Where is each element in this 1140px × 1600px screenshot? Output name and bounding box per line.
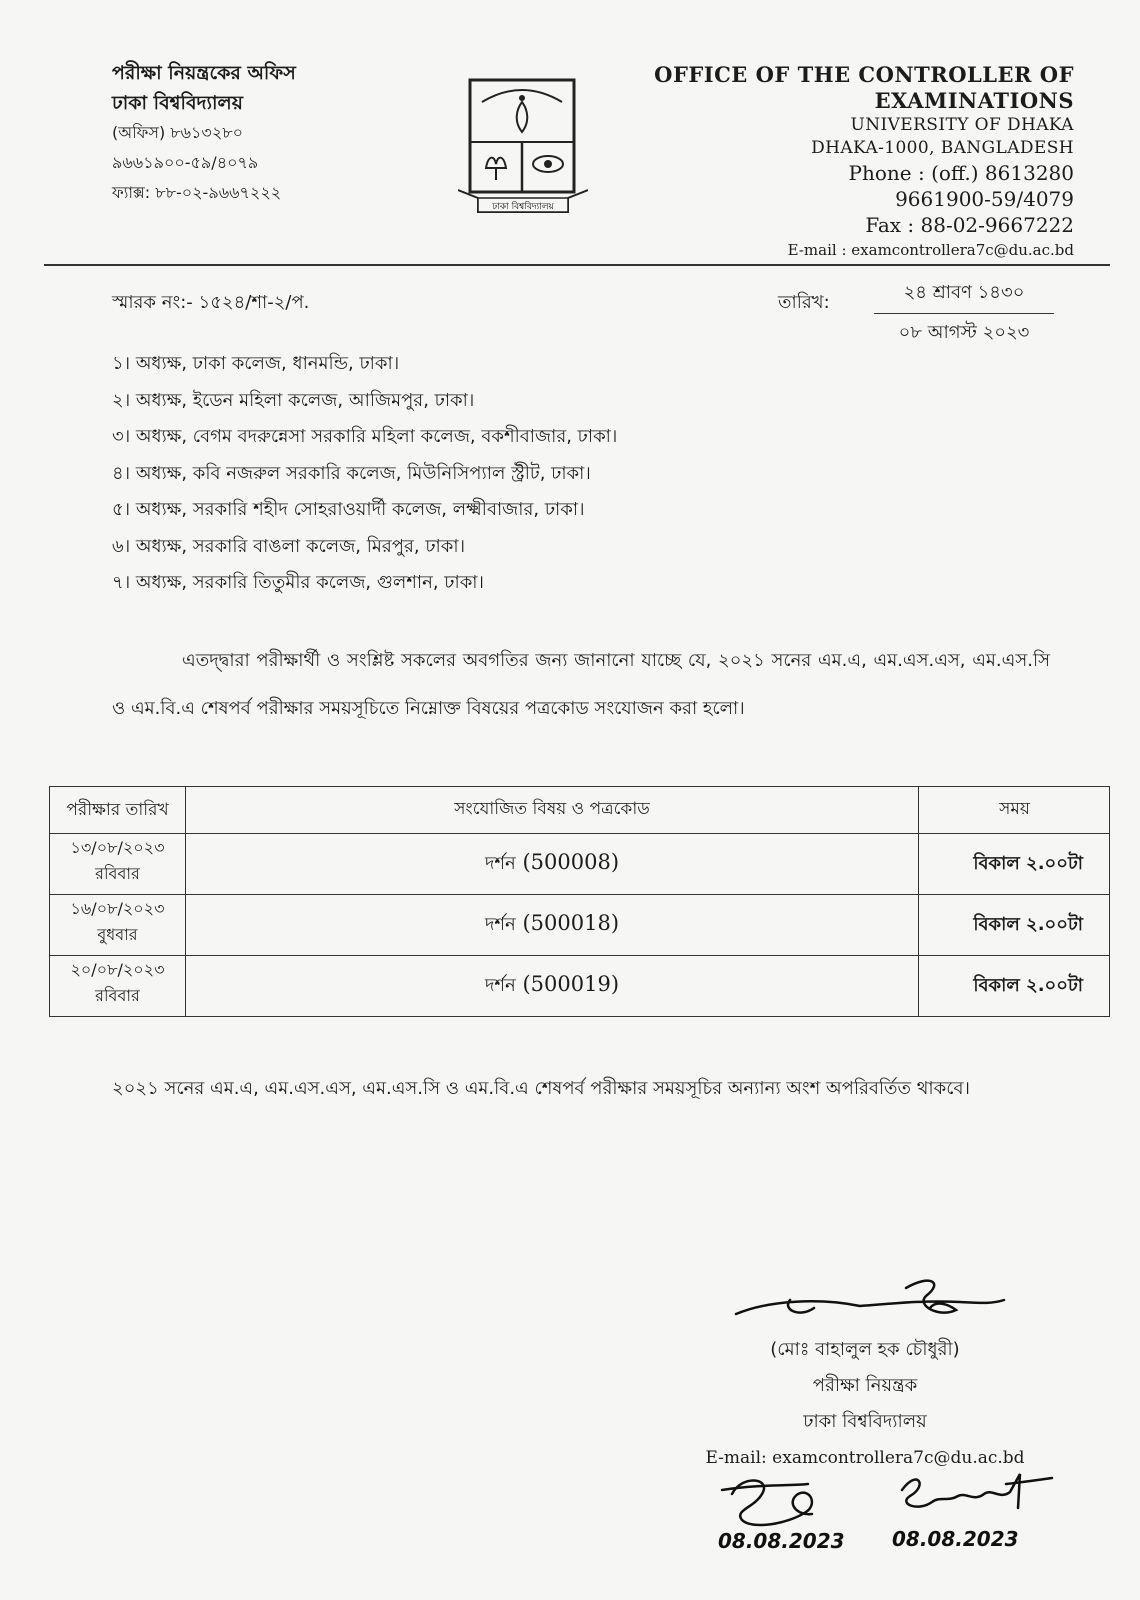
university-logo-icon: [458, 72, 588, 222]
english-office-header: [654, 62, 1074, 262]
header-subject-code: সংযোজিত বিষয় ও পত্রকোড: [186, 787, 919, 834]
fax-bn: ফ্যাক্স: ৮৮-০২-৯৬৬৭২২২: [112, 183, 282, 202]
schedule-table: [49, 786, 1110, 1017]
handwritten-initial-left: [712, 1464, 862, 1554]
exam-date: ১৩/০৮/২০২৩: [70, 838, 165, 857]
phone-range-en: 9661900-59/4079: [895, 187, 1074, 211]
header-divider: [44, 264, 1110, 266]
university-name-en: UNIVERSITY OF DHAKA: [850, 115, 1074, 135]
subject-cell: [186, 895, 919, 956]
exam-date: ২০/০৮/২০২৩: [70, 960, 165, 979]
recipient-list: [112, 346, 617, 602]
list-item: ৫। অধ্যক্ষ, সরকারি শহীদ সোহরাওয়ার্দী কলেজ, লক্ষ্মীবাজার, ঢাকা।: [112, 499, 585, 520]
signatory-email: E-mail: examcontrollera7c@du.ac.bd: [705, 1448, 1025, 1468]
paper-code: (500008): [522, 849, 620, 874]
subject-cell: [186, 834, 919, 895]
table-row: [50, 834, 1110, 895]
exam-date-cell: [50, 956, 186, 1017]
exam-time: বিকাল ২.০০টা: [919, 834, 1110, 895]
handwritten-initial-right: [888, 1462, 1068, 1552]
signature-icon: [730, 1270, 1010, 1336]
list-item: ৬। অধ্যক্ষ, সরকারি বাঙলা কলেজ, মিরপুর, ঢাকা।: [112, 535, 466, 557]
university-name-bn: ঢাকা বিশ্ববিদ্যালয়: [112, 92, 243, 114]
exam-time: বিকাল ২.০০টা: [919, 895, 1110, 956]
exam-date: ১৬/০৮/২০২৩: [70, 899, 165, 918]
bengali-office-header: [112, 58, 296, 208]
phone-en: Phone : (off.) 8613280: [848, 161, 1074, 185]
date-bengali-calendar: ২৪ শ্রাবণ ১৪৩০: [874, 278, 1054, 314]
exam-date-cell: [50, 895, 186, 956]
address-en: DHAKA-1000, BANGLADESH: [811, 138, 1074, 158]
table-row: [50, 895, 1110, 956]
date-label: তারিখ:: [778, 292, 830, 313]
date-gregorian: ০৮ আগস্ট ২০২৩: [898, 322, 1030, 343]
closing-paragraph: ২০২১ সনের এম.এ, এম.এস.এস, এম.এস.সি ও এম.বি.এ শেষপর্ব পরীক্ষার সময়সূচির অন্যান্য অংশ অপরিবর্তিত থাকবে।: [112, 1078, 970, 1099]
subject-name: দর্শন: [484, 913, 516, 935]
exam-date-cell: [50, 834, 186, 895]
signatory-name: (মোঃ বাহালুল হক চৌধুরী): [770, 1339, 960, 1360]
list-item: ৭। অধ্যক্ষ, সরকারি তিতুমীর কলেজ, গুলশান, ঢাকা।: [112, 572, 484, 593]
subject-name: দর্শন: [484, 974, 516, 996]
date-box: [874, 278, 1054, 349]
subject-name: দর্শন: [484, 852, 516, 874]
signatory-org: ঢাকা বিশ্ববিদ্যালয়: [803, 1411, 927, 1432]
table-row: [50, 956, 1110, 1017]
email-en: E-mail : examcontrollera7c@du.ac.bd: [787, 241, 1074, 259]
office-name-en-line1: OFFICE OF THE CONTROLLER OF: [654, 62, 1074, 87]
list-item: ৩। অধ্যক্ষ, বেগম বদরুন্নেসা সরকারি মহিলা কলেজ, বকশীবাজার, ঢাকা।: [112, 426, 618, 447]
logo-caption: ঢাকা বিশ্ববিদ্যালয়: [492, 202, 554, 212]
phone-range-bn: ৯৬৬১৯০০-৫৯/৪০৭৯: [112, 153, 259, 172]
memo-number: স্মারক নং:- ১৫২৪/শা-২/প.: [112, 292, 310, 313]
exam-day: বুধবার: [97, 925, 138, 944]
initial-date-right: 08.08.2023: [892, 1527, 1019, 1551]
table-header-row: [50, 787, 1110, 834]
fax-en: Fax : 88-02-9667222: [865, 213, 1074, 237]
exam-day: রবিবার: [95, 864, 140, 883]
paper-code: (500019): [522, 971, 620, 996]
subject-cell: [186, 956, 919, 1017]
exam-day: রবিবার: [95, 986, 140, 1005]
office-phone-bn: (অফিস) ৮৬১৩২৮০: [112, 123, 244, 142]
office-name-bn: পরীক্ষা নিয়ন্ত্রকের অফিস: [112, 62, 296, 84]
list-item: ৪। অধ্যক্ষ, কবি নজরুল সরকারি কলেজ, মিউনিসিপ্যাল স্ট্রীট, ঢাকা।: [112, 462, 591, 484]
header-time: সময়: [919, 787, 1110, 834]
header-exam-date: পরীক্ষার তারিখ: [50, 787, 186, 834]
paper-code: (500018): [522, 910, 620, 935]
signatory-block: [700, 1332, 1030, 1476]
exam-time: বিকাল ২.০০টা: [919, 956, 1110, 1017]
list-item: ২। অধ্যক্ষ, ইডেন মহিলা কলেজ, আজিমপুর, ঢাকা।: [112, 389, 475, 411]
signatory-title: পরীক্ষা নিয়ন্ত্রক: [812, 1375, 918, 1396]
initial-date-left: 08.08.2023: [718, 1529, 845, 1553]
body-paragraph: এতদ্দ্বারা পরীক্ষার্থী ও সংশ্লিষ্ট সকলের অবগতির জন্য জানানো যাচ্ছে যে, ২০২১ সনের এম.এ, এম.এস.এস, এম.এস.সি ও এম.বি.এ শেষপর্ব পরীক্ষার সময়সূচিতে নিম্নোক্ত বিষয়ের পত্রকোড সংযোজন করা হলো।: [112, 650, 1050, 719]
office-name-en-line2: EXAMINATIONS: [874, 88, 1074, 113]
list-item: ১। অধ্যক্ষ, ঢাকা কলেজ, ধানমন্ডি, ঢাকা।: [112, 353, 400, 374]
